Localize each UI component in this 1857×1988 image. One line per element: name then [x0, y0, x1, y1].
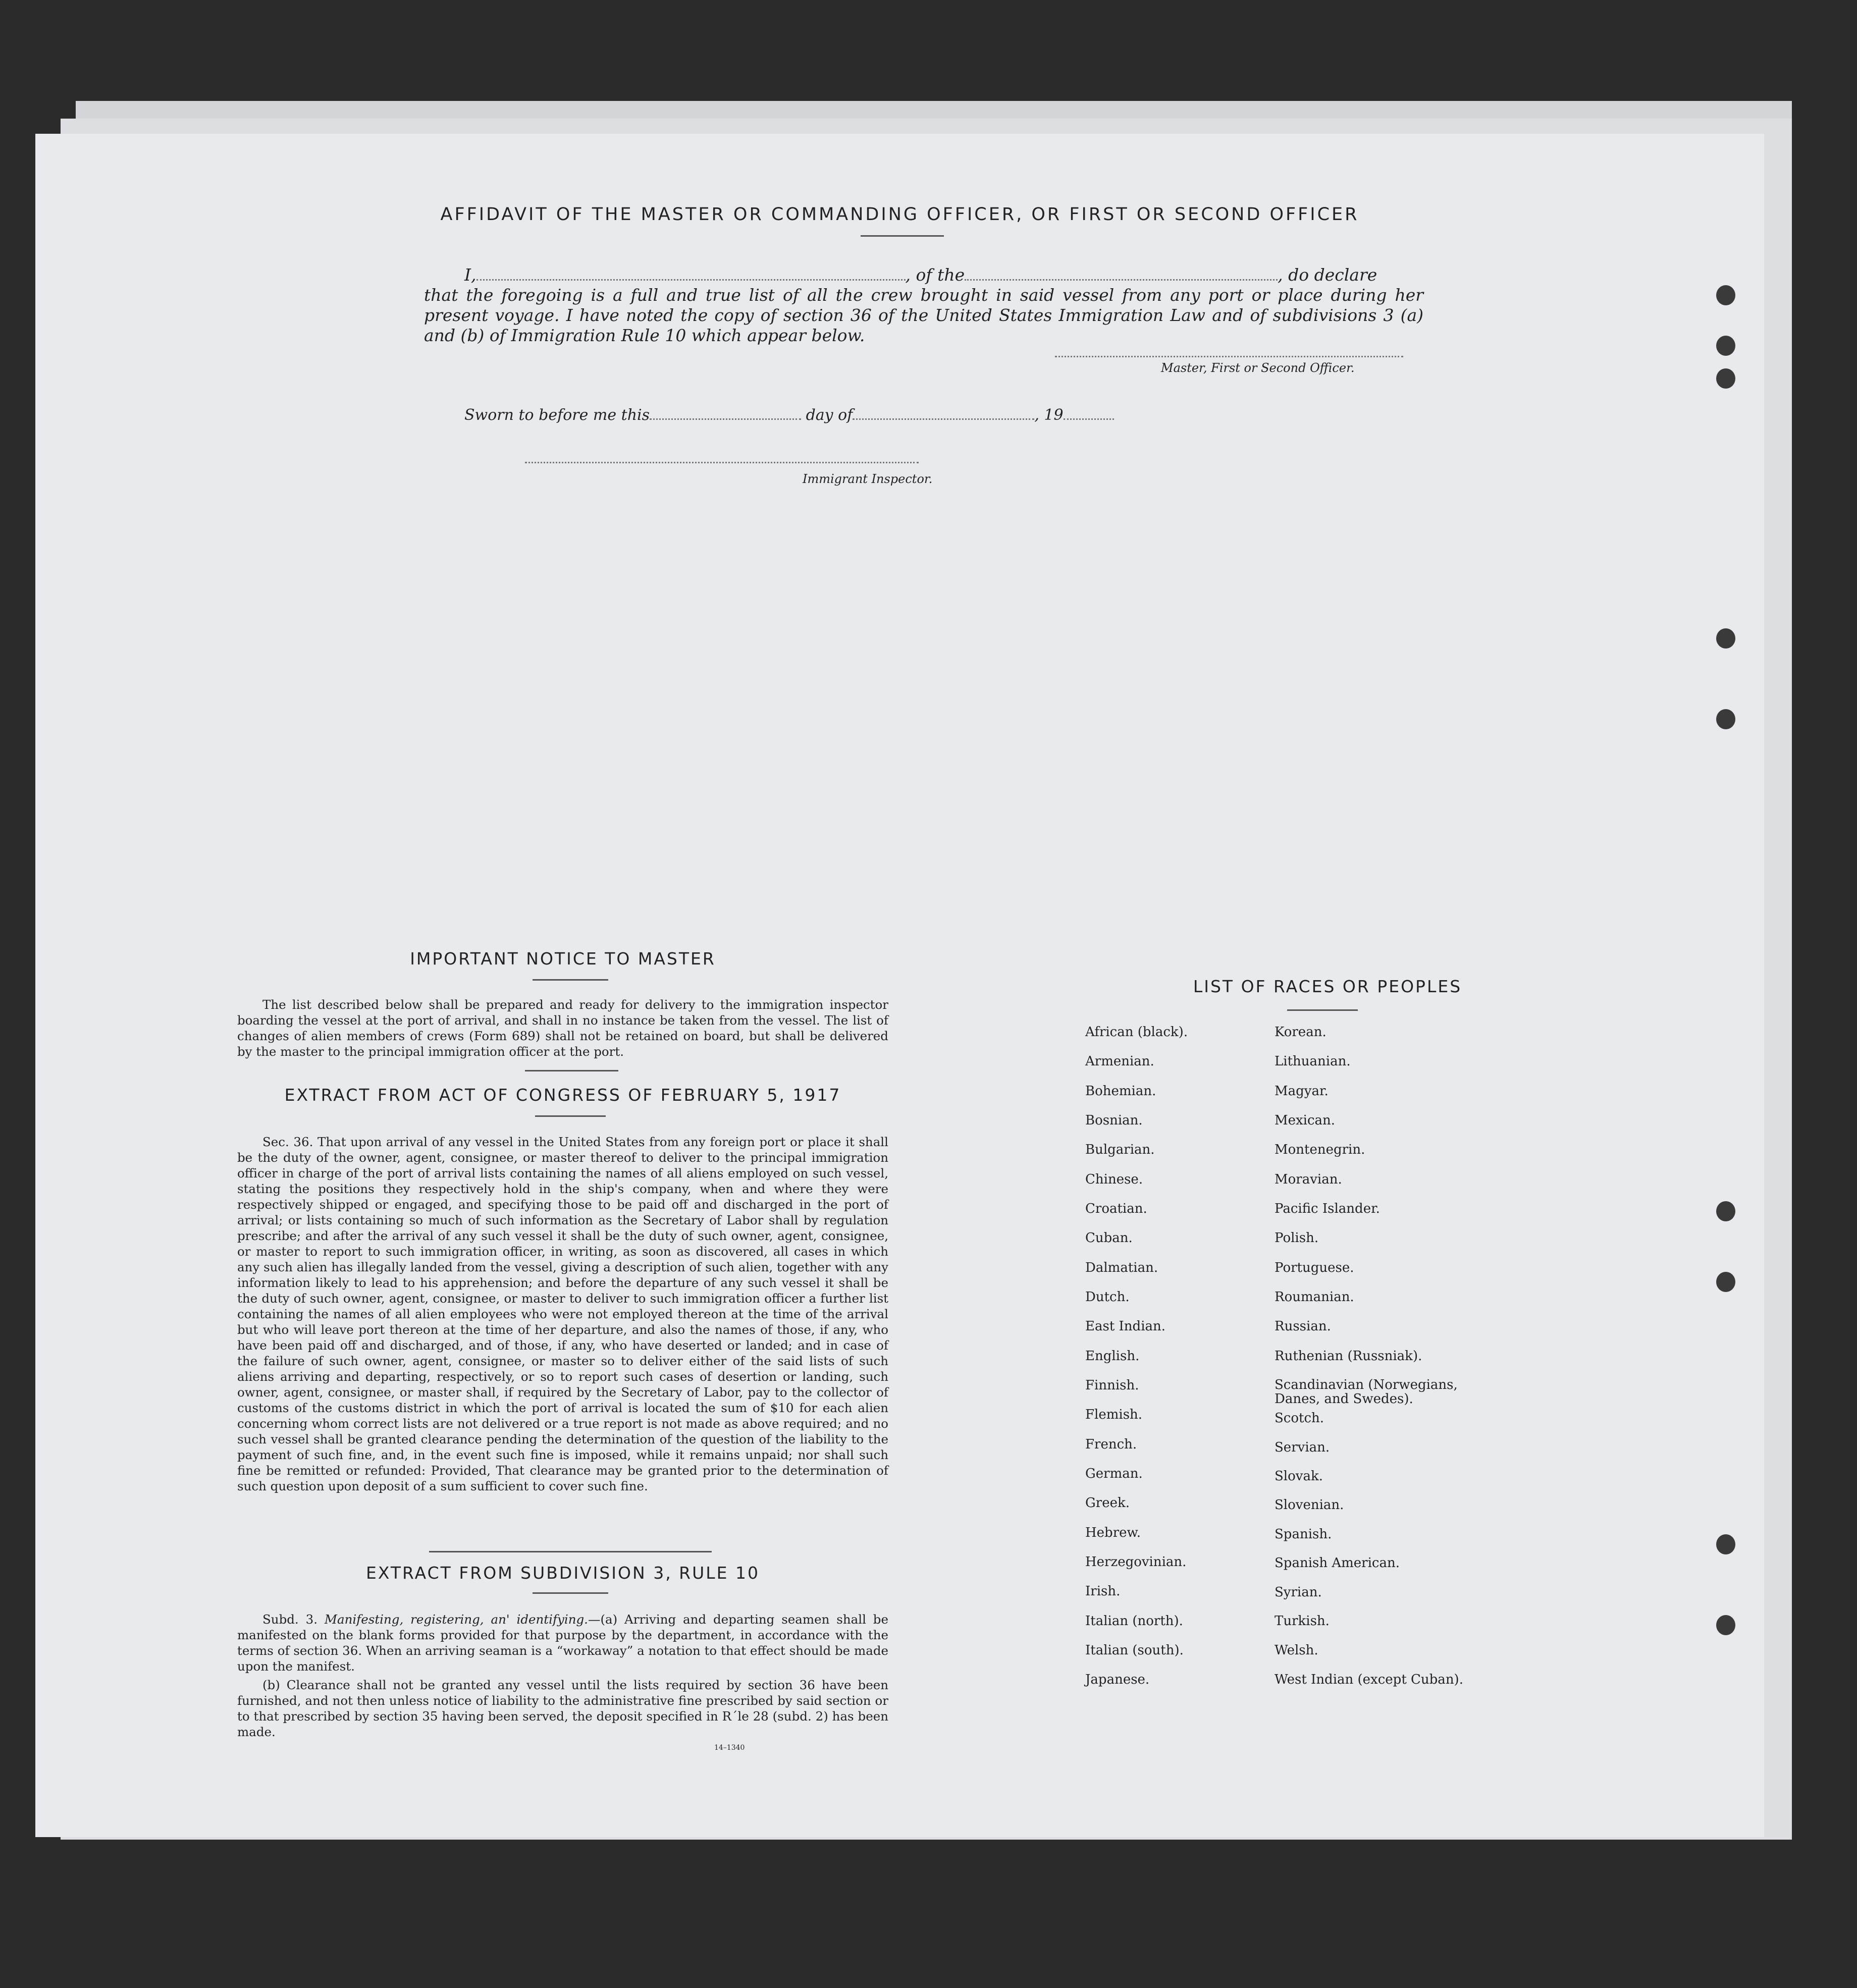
race-item: Portuguese.: [1275, 1260, 1354, 1275]
race-item: Italian (south).: [1085, 1643, 1184, 1658]
race-item: Korean.: [1275, 1025, 1327, 1040]
name-blank: [476, 279, 906, 281]
race-item: German.: [1085, 1466, 1143, 1481]
day-of-label: day of: [806, 406, 853, 424]
race-item: Japanese.: [1085, 1672, 1150, 1687]
race-item: Spanish.: [1275, 1527, 1332, 1542]
race-item: Magyar.: [1275, 1084, 1329, 1099]
punch-hole: [1716, 285, 1735, 305]
divider: [533, 1592, 608, 1594]
race-item: Bulgarian.: [1085, 1142, 1155, 1157]
race-item: Welsh.: [1275, 1643, 1318, 1658]
year-blank: [1064, 418, 1114, 420]
race-item: Finnish.: [1085, 1378, 1139, 1393]
year-prefix: , 19: [1034, 406, 1064, 424]
race-item: English.: [1085, 1349, 1140, 1364]
race-item: Pacific Islander.: [1275, 1201, 1380, 1216]
punch-hole: [1716, 628, 1735, 649]
document-page: [35, 134, 1764, 1837]
subdivision-a-text: [237, 1611, 888, 1674]
punch-hole: [1716, 1534, 1735, 1554]
subdivision-b-text: (b) Clearance shall not be granted any vessel until the lists required by section 36 have been furnished, and not then unless notice of liability to the administrative fine prescribed by said section or to that prescribed by section 35 having been served, the deposit specified in R´le 28 (subd. 2) has been made.: [237, 1678, 888, 1739]
form-number: 14–1340: [714, 1744, 745, 1752]
race-item: Chinese.: [1085, 1172, 1143, 1187]
subd-label: Subd. 3.: [262, 1612, 317, 1627]
affidavit-body-text: that the foregoing is a full and true list of all the crew brought in said vessel from any port or place during her present voyage. I have noted the copy of section 36 of the United States Immigration Law and of subdivisions 3 (a) and (b) of Immigration Rule 10 which appear below.: [424, 285, 1423, 345]
race-item: Spanish American.: [1275, 1555, 1400, 1571]
vessel-blank: [965, 279, 1278, 281]
race-item: Bohemian.: [1085, 1084, 1156, 1099]
subd-a-body: —(a) Arriving and departing seamen shall be manifested on the blank forms provided for that purpose by the department, in accordance with the terms of section 36. When an arriving seaman is a “workaway” a notation to that effect should be made upon the manifest.: [237, 1612, 888, 1674]
race-item: Mexican.: [1275, 1113, 1336, 1128]
race-item: East Indian.: [1085, 1319, 1166, 1334]
section-36-body: That upon arrival of any vessel in the United States from any foreign port or place it shall be the duty of the owner, agent, consignee, or master thereof to deliver to the principal immigration officer in charge of the port of arrival lists containing the names of all aliens employed on such vessel, stating the positions they respectively hold in the ship's company, when and where they were respectively shipped or engaged, and specifying those to be paid off and discharged in the port of arrival; or lists containing so much of such information as the Secretary of Labor shall by regulation prescribe; and after the arrival of any such vessel it shall be the duty of such owner, agent, consignee, or master to report to such immigration officer, in writing, as soon as discovered, all cases in which any such alien has illegally landed from the vessel, giving a description of such alien, together with any information likely to lead to his apprehension; and before the departure of any such vessel it shall be the duty of such owner, agent, consignee, or master to deliver to such immigration officer a further list containing the names of all alien employees who were not employed thereon at the time of the arrival but who will leave port thereon at the time of her departure, and also the names of those, if any, who have been paid off and discharged, and of those, if any, who have deserted or landed; and in case of the failure of such owner, agent, consignee, or master so to deliver either of the said lists of such aliens arriving and departing, respectively, or so to report such cases of desertion or landing, such owner, agent, consignee, or master shall, if required by the Secretary of Labor, pay to the collector of customs of the customs district in which the port of arrival is located the sum of $10 for each alien concerning whom correct lists are not delivered or a true report is not made as above required; and no such vessel shall be granted clearance pending the determination of the question of the liability to the payment of such fine, and, in the event such fine is imposed, while it remains unpaid; nor shall such fine be remitted or refunded: Provided, That clearance may be granted prior to the determination of such question upon deposit of a sum sufficient to cover such fine.: [237, 1135, 888, 1493]
punch-hole: [1716, 709, 1735, 729]
act-extract-title: EXTRACT FROM ACT OF CONGRESS OF FEBRUARY 5, 1917: [284, 1085, 841, 1105]
race-item: Armenian.: [1085, 1054, 1154, 1069]
inspector-label: Immigrant Inspector.: [803, 472, 933, 486]
race-item: French.: [1085, 1437, 1137, 1452]
divider: [535, 1115, 606, 1117]
race-item: Greek.: [1085, 1495, 1130, 1511]
race-item: West Indian (except Cuban).: [1275, 1672, 1463, 1687]
section-label: Sec. 36.: [262, 1135, 313, 1149]
month-blank: [853, 418, 1034, 420]
divider: [1287, 1009, 1358, 1011]
race-item: Herzegovinian.: [1085, 1554, 1187, 1570]
notice-text: The list described below shall be prepared and ready for delivery to the immigration inspector boarding the vessel at the port of arrival, and shall in no instance be taken from the vessel. The list of changes of alien members of crews (Form 689) shall not be retained on board, but shall be delivered by the master to the principal immigration officer at the port.: [237, 997, 888, 1059]
race-item: Cuban.: [1085, 1230, 1133, 1246]
race-item: Syrian.: [1275, 1585, 1322, 1600]
divider: [861, 235, 944, 237]
race-item: Moravian.: [1275, 1172, 1342, 1187]
race-item: African (black).: [1085, 1025, 1188, 1040]
sworn-line: [464, 406, 1114, 424]
race-item: Turkish.: [1275, 1614, 1330, 1629]
affidavit-title: AFFIDAVIT OF THE MASTER OR COMMANDING OFFICER, OR FIRST OR SECOND OFFICER: [440, 204, 1359, 225]
sworn-prefix: Sworn to before me this: [464, 406, 650, 424]
races-title: LIST OF RACES OR PEOPLES: [1193, 977, 1462, 996]
race-item: Ruthenian (Russniak).: [1275, 1349, 1422, 1364]
signature-blank: [1055, 356, 1403, 357]
race-item: Slovenian.: [1275, 1497, 1344, 1513]
inspector-signature-blank: [525, 462, 919, 463]
race-item: Flemish.: [1085, 1407, 1143, 1422]
affidavit-text: [424, 265, 1423, 346]
subd-heading: Manifesting, registering, an' identifying.: [324, 1612, 588, 1627]
divider: [525, 1070, 618, 1071]
race-item: Roumanian.: [1275, 1289, 1354, 1305]
punch-hole: [1716, 336, 1735, 356]
race-item: Servian.: [1275, 1440, 1330, 1455]
race-item: Lithuanian.: [1275, 1054, 1351, 1069]
i-label: I,: [464, 265, 476, 285]
punch-hole: [1716, 1201, 1735, 1221]
rule-extract-title: EXTRACT FROM SUBDIVISION 3, RULE 10: [366, 1563, 760, 1583]
race-item: Croatian.: [1085, 1201, 1147, 1216]
race-item: Slovak.: [1275, 1469, 1323, 1484]
section-36-text: [237, 1134, 888, 1494]
divider: [533, 979, 608, 981]
of-the-label: , of the: [905, 265, 965, 285]
day-blank: [650, 418, 801, 420]
do-declare-label: , do declare: [1278, 265, 1377, 285]
race-item: Scandinavian (Norwegians, Danes, and Swedes).: [1275, 1377, 1458, 1407]
race-item: Scotch.: [1275, 1411, 1324, 1426]
race-item: Polish.: [1275, 1230, 1319, 1246]
race-item: Hebrew.: [1085, 1525, 1141, 1540]
notice-title: IMPORTANT NOTICE TO MASTER: [410, 949, 716, 969]
signature-label: Master, First or Second Officer.: [1161, 361, 1355, 375]
punch-hole: [1716, 1272, 1735, 1292]
race-item: Dalmatian.: [1085, 1260, 1158, 1275]
punch-hole: [1716, 368, 1735, 389]
race-item: Russian.: [1275, 1319, 1331, 1334]
declaration-line: [424, 265, 1423, 285]
race-item: Montenegrin.: [1275, 1142, 1365, 1157]
race-item: Irish.: [1085, 1584, 1121, 1599]
race-item: Bosnian.: [1085, 1113, 1143, 1128]
divider: [429, 1551, 712, 1552]
race-item: Italian (north).: [1085, 1614, 1183, 1629]
race-item: Dutch.: [1085, 1289, 1130, 1305]
punch-hole: [1716, 1615, 1735, 1635]
